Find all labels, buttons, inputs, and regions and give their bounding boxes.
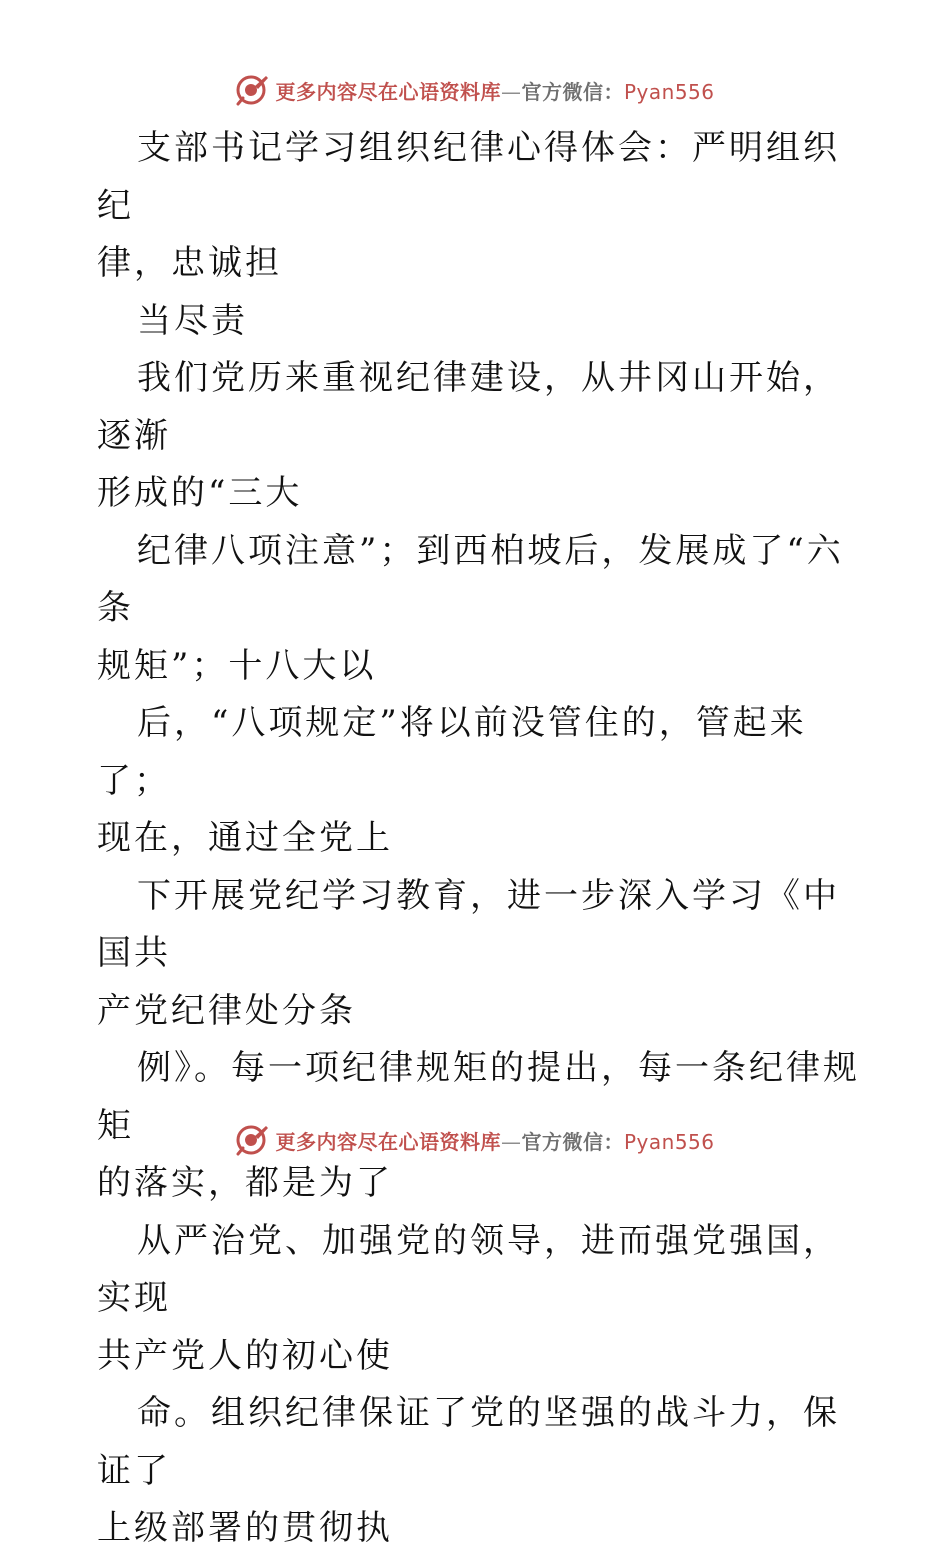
- para-line: 我们党历来重视纪律建设，从井冈山开始，逐渐: [97, 358, 840, 456]
- banner-main-text: 更多内容尽在心语资料库: [275, 79, 501, 104]
- para-line: 例》。每一项纪律规矩的提出，每一条纪律规矩: [97, 1048, 860, 1146]
- paragraph: [97, 1213, 867, 1386]
- para-line: 律，忠诚担: [97, 243, 282, 283]
- para-line: 后，“八项规定”将以前没管住的，管起来了；: [97, 703, 807, 801]
- pen-logo-icon: [235, 1123, 269, 1157]
- para-line: 上级部署的贯彻执: [97, 1508, 393, 1548]
- para-line: 下开展党纪学习教育，进一步深入学习《中国共: [97, 875, 840, 973]
- header-banner: [0, 70, 950, 110]
- banner-text: [275, 76, 714, 105]
- banner-main-text: 更多内容尽在心语资料库: [275, 1129, 501, 1154]
- paragraph-title: [97, 120, 867, 293]
- banner-separator: —: [500, 79, 522, 104]
- paragraph: [97, 350, 867, 523]
- banner-official-label: 官方微信：: [521, 79, 624, 104]
- banner-wechat-id: Pyan556: [623, 1129, 715, 1154]
- paragraph-title-cont: [97, 293, 867, 351]
- paragraph: [97, 695, 867, 868]
- para-line: 规矩”；十八大以: [97, 645, 377, 686]
- para-line: 的落实，都是为了: [97, 1163, 393, 1203]
- paragraph: [97, 1385, 867, 1558]
- para-line: 纪律八项注意”；到西柏坡后，发展成了“六条: [97, 530, 844, 628]
- paragraph: [97, 868, 867, 1041]
- document-body: [97, 120, 867, 1558]
- para-line: 共产党人的初心使: [97, 1335, 393, 1376]
- banner-wechat-id: Pyan556: [623, 79, 715, 104]
- para-line: 现在，通过全党上: [97, 818, 393, 858]
- para-line: 支部书记学习组织纪律心得体会：严明组织纪: [97, 128, 840, 226]
- para-line: 产党纪律处分条: [97, 990, 356, 1031]
- para-line: 命。组织纪律保证了党的坚强的战斗力，保证了: [97, 1393, 840, 1491]
- footer-banner: [0, 1120, 950, 1160]
- pen-logo-icon: [235, 73, 269, 107]
- para-line: 形成的“三大: [97, 473, 303, 513]
- banner-separator: —: [500, 1129, 522, 1154]
- banner-text: [275, 1126, 714, 1155]
- para-line: 从严治党、加强党的领导，进而强党强国，实现: [97, 1220, 840, 1318]
- para-line: 当尽责: [137, 300, 248, 341]
- banner-official-label: 官方微信：: [521, 1129, 624, 1154]
- paragraph: [97, 523, 867, 696]
